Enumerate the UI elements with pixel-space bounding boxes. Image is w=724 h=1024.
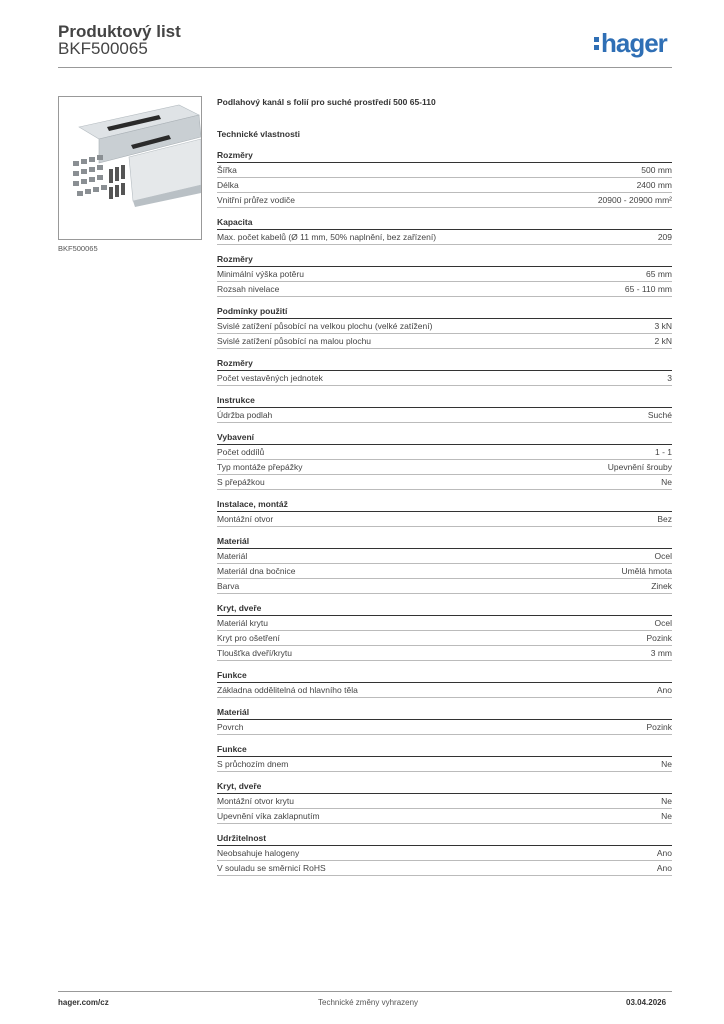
spec-row (217, 861, 672, 876)
section-title: Instalace, montáž (217, 497, 672, 512)
spec-row (217, 267, 672, 282)
technical-properties-heading: Technické vlastnosti (217, 129, 300, 139)
spec-label: Vnitřní průřez vodiče (217, 195, 295, 205)
spec-label: Svislé zatížení působící na malou plochu (217, 336, 372, 346)
spec-value: 65 - 110 mm (624, 284, 672, 294)
spec-section (217, 497, 672, 527)
spec-section (217, 668, 672, 698)
spec-sheet (217, 95, 672, 883)
spec-sections (217, 148, 672, 876)
spec-label: Povrch (217, 722, 244, 732)
footer-website-link[interactable]: hager.com/cz (58, 998, 109, 1007)
spec-value: Zinek (651, 581, 672, 591)
spec-value: Bez (657, 514, 672, 524)
spec-value: 500 mm (641, 165, 672, 175)
spec-row (217, 445, 672, 460)
section-title: Rozměry (217, 252, 672, 267)
hager-logo (594, 28, 667, 59)
spec-row (217, 282, 672, 297)
section-title: Kapacita (217, 215, 672, 230)
spec-section (217, 779, 672, 824)
spec-row (217, 757, 672, 772)
footer-date: 03.04.2026 (626, 998, 667, 1007)
section-title: Instrukce (217, 393, 672, 408)
spec-row (217, 230, 672, 245)
spec-value: 65 mm (646, 269, 672, 279)
spec-section (217, 742, 672, 772)
spec-row (217, 334, 672, 349)
spec-row (217, 178, 672, 193)
spec-row (217, 549, 672, 564)
spec-section (217, 831, 672, 876)
spec-section (217, 304, 672, 349)
spec-section (217, 393, 672, 423)
spec-section (217, 252, 672, 297)
spec-row (217, 646, 672, 661)
spec-label: Montážní otvor (217, 514, 274, 524)
spec-row (217, 846, 672, 861)
spec-label: Tloušťka dveří/krytu (217, 648, 292, 658)
section-title: Materiál (217, 705, 672, 720)
spec-row (217, 720, 672, 735)
spec-label: Šířka (217, 165, 237, 175)
spec-label: Max. počet kabelů (Ø 11 mm, 50% naplnění, bez zařízení) (217, 232, 437, 242)
section-title: Udržitelnost (217, 831, 672, 846)
spec-row (217, 512, 672, 527)
spec-section (217, 601, 672, 661)
spec-row (217, 319, 672, 334)
spec-label: Délka (217, 180, 239, 190)
page-title: Produktový list (58, 22, 181, 41)
spec-row (217, 683, 672, 698)
spec-value: Upevnění šrouby (607, 462, 672, 472)
spec-value: 1 - 1 (654, 447, 672, 457)
section-title: Kryt, dveře (217, 779, 672, 794)
section-title: Vybavení (217, 430, 672, 445)
spec-row (217, 408, 672, 423)
spec-label: Neobsahuje halogeny (217, 848, 300, 858)
logo-dots-icon (594, 34, 599, 53)
spec-label: Barva (217, 581, 240, 591)
spec-row (217, 794, 672, 809)
spec-row (217, 616, 672, 631)
section-title: Podmínky použití (217, 304, 672, 319)
spec-label: Kryt pro ošetření (217, 633, 280, 643)
spec-value: Ne (661, 759, 672, 769)
spec-value: Pozink (646, 722, 672, 732)
spec-value: Ano (656, 685, 672, 695)
spec-value: Ne (661, 811, 672, 821)
spec-value: Ano (656, 863, 672, 873)
spec-label: Rozsah nivelace (217, 284, 280, 294)
footer-divider (58, 991, 672, 992)
spec-value: Ne (661, 796, 672, 806)
section-title: Rozměry (217, 148, 672, 163)
spec-label: Počet vestavěných jednotek (217, 373, 323, 383)
spec-value: 3 kN (654, 321, 672, 331)
spec-section (217, 356, 672, 386)
spec-section (217, 430, 672, 490)
spec-label: Montážní otvor krytu (217, 796, 295, 806)
spec-label: Počet oddílů (217, 447, 265, 457)
spec-value: Ano (656, 848, 672, 858)
spec-label: Upevnění víka zaklapnutím (217, 811, 320, 821)
spec-section (217, 705, 672, 735)
section-title: Materiál (217, 534, 672, 549)
spec-value: 20900 - 20900 mm² (597, 195, 672, 205)
spec-label: S průchozím dnem (217, 759, 289, 769)
header-divider (58, 67, 672, 68)
spec-value: Umělá hmota (621, 566, 672, 576)
spec-row (217, 193, 672, 208)
spec-value: Ocel (654, 618, 672, 628)
spec-row (217, 564, 672, 579)
spec-label: Materiál (217, 551, 248, 561)
spec-label: Typ montáže přepážky (217, 462, 303, 472)
spec-label: S přepážkou (217, 477, 265, 487)
spec-row (217, 163, 672, 178)
section-title: Rozměry (217, 356, 672, 371)
spec-value: Suché (647, 410, 672, 420)
section-title: Funkce (217, 742, 672, 757)
spec-label: Svislé zatížení působící na velkou plochu (velké zatížení) (217, 321, 433, 331)
spec-value: Ocel (654, 551, 672, 561)
product-illustration (59, 97, 201, 239)
spec-value: 2400 mm (636, 180, 672, 190)
spec-label: Minimální výška potěru (217, 269, 304, 279)
spec-section (217, 534, 672, 594)
spec-section (217, 215, 672, 245)
spec-label: Údržba podlah (217, 410, 273, 420)
spec-row (217, 371, 672, 386)
spec-label: Materiál dna bočnice (217, 566, 296, 576)
product-title: Podlahový kanál s folií pro suché prostředí 500 65-110 (217, 97, 436, 107)
spec-value: Pozink (646, 633, 672, 643)
spec-value: Ne (661, 477, 672, 487)
spec-row (217, 631, 672, 646)
spec-row (217, 579, 672, 594)
image-caption: BKF500065 (58, 244, 98, 253)
logo-text: hager (601, 28, 667, 58)
spec-value: 3 mm (650, 648, 672, 658)
section-title: Kryt, dveře (217, 601, 672, 616)
spec-row (217, 809, 672, 824)
section-title: Funkce (217, 668, 672, 683)
spec-row (217, 460, 672, 475)
spec-row (217, 475, 672, 490)
product-code: BKF500065 (58, 39, 148, 58)
spec-label: V souladu se směrnicí RoHS (217, 863, 326, 873)
spec-value: 209 (657, 232, 672, 242)
floor-duct-product-image (58, 96, 202, 240)
spec-value: 2 kN (654, 336, 672, 346)
spec-section (217, 148, 672, 208)
spec-label: Základna oddělitelná od hlavního těla (217, 685, 358, 695)
footer-note: Technické změny vyhrazeny (318, 998, 419, 1007)
spec-label: Materiál krytu (217, 618, 269, 628)
spec-value: 3 (667, 373, 672, 383)
